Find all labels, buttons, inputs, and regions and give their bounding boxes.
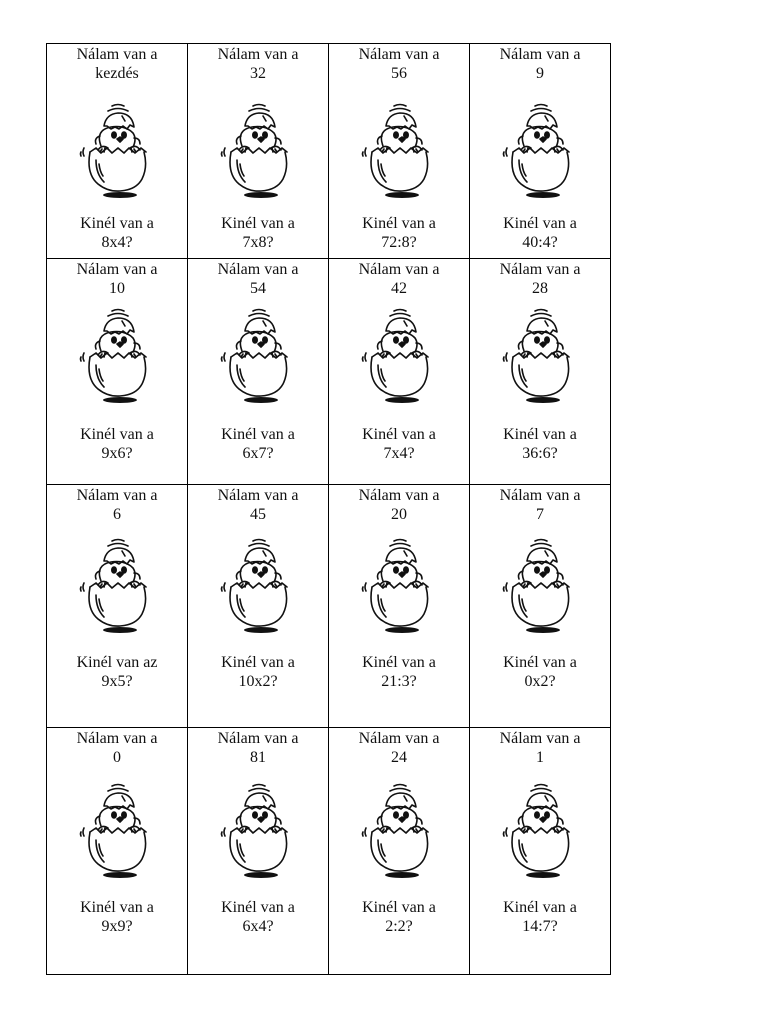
hatching-chick-egg-icon xyxy=(499,307,581,407)
hatching-chick-egg-icon xyxy=(358,102,440,202)
ask-value: 8x4? xyxy=(101,234,133,251)
ask-label: Kinél van a xyxy=(80,426,154,443)
have-text xyxy=(329,729,469,767)
ask-value: 2:2? xyxy=(385,918,413,935)
have-value: 7 xyxy=(536,506,544,523)
have-label: Nálam van a xyxy=(499,261,581,278)
hatching-chick-egg-icon xyxy=(76,537,158,637)
have-value: 24 xyxy=(391,749,407,766)
have-value: 0 xyxy=(113,749,121,766)
card xyxy=(47,485,188,728)
card xyxy=(329,728,470,975)
have-label: Nálam van a xyxy=(217,261,299,278)
ask-text xyxy=(47,214,187,252)
hatching-chick-egg-icon xyxy=(217,782,299,882)
card xyxy=(470,44,611,259)
have-text xyxy=(470,729,610,767)
have-text xyxy=(47,260,187,298)
have-label: Nálam van a xyxy=(358,46,440,63)
card-row xyxy=(47,259,611,485)
card-row xyxy=(47,728,611,975)
have-text xyxy=(188,260,328,298)
have-text xyxy=(329,260,469,298)
have-value: 32 xyxy=(250,65,266,82)
have-label: Nálam van a xyxy=(499,46,581,63)
have-value: 1 xyxy=(536,749,544,766)
have-value: 54 xyxy=(250,280,266,297)
domino-card-grid xyxy=(46,43,611,975)
have-label: Nálam van a xyxy=(217,487,299,504)
hatching-chick-egg-icon xyxy=(217,537,299,637)
hatching-chick-egg-icon xyxy=(499,537,581,637)
card xyxy=(329,485,470,728)
ask-label: Kinél van a xyxy=(80,215,154,232)
have-text xyxy=(188,729,328,767)
have-label: Nálam van a xyxy=(76,730,158,747)
have-value: 6 xyxy=(113,506,121,523)
card xyxy=(188,44,329,259)
have-label: Nálam van a xyxy=(217,730,299,747)
hatching-chick-egg-icon xyxy=(217,102,299,202)
have-text xyxy=(47,729,187,767)
ask-text xyxy=(470,653,610,691)
have-label: Nálam van a xyxy=(499,730,581,747)
ask-label: Kinél van a xyxy=(80,899,154,916)
ask-label: Kinél van a xyxy=(362,215,436,232)
have-text xyxy=(188,486,328,524)
ask-text xyxy=(47,898,187,936)
ask-label: Kinél van a xyxy=(221,899,295,916)
have-text xyxy=(188,45,328,83)
ask-text xyxy=(329,653,469,691)
ask-text xyxy=(188,653,328,691)
hatching-chick-egg-icon xyxy=(358,782,440,882)
ask-label: Kinél van a xyxy=(221,426,295,443)
have-value: 20 xyxy=(391,506,407,523)
card xyxy=(470,485,611,728)
have-label: Nálam van a xyxy=(76,487,158,504)
hatching-chick-egg-icon xyxy=(358,307,440,407)
ask-text xyxy=(329,214,469,252)
card xyxy=(188,728,329,975)
ask-text xyxy=(188,898,328,936)
hatching-chick-egg-icon xyxy=(358,537,440,637)
ask-value: 36:6? xyxy=(522,445,558,462)
have-text xyxy=(329,486,469,524)
ask-label: Kinél van a xyxy=(362,899,436,916)
ask-label: Kinél van a xyxy=(362,654,436,671)
card-row xyxy=(47,44,611,259)
hatching-chick-egg-icon xyxy=(217,307,299,407)
card xyxy=(47,259,188,485)
ask-value: 10x2? xyxy=(238,673,278,690)
ask-value: 7x8? xyxy=(242,234,274,251)
ask-value: 9x9? xyxy=(101,918,133,935)
have-value: 28 xyxy=(532,280,548,297)
ask-value: 21:3? xyxy=(381,673,417,690)
ask-label: Kinél van a xyxy=(362,426,436,443)
ask-text xyxy=(329,898,469,936)
have-label: Nálam van a xyxy=(358,730,440,747)
have-value: 9 xyxy=(536,65,544,82)
ask-text xyxy=(188,425,328,463)
have-label: Nálam van a xyxy=(76,261,158,278)
ask-value: 6x4? xyxy=(242,918,274,935)
have-value: 45 xyxy=(250,506,266,523)
have-label: Nálam van a xyxy=(499,487,581,504)
ask-value: 40:4? xyxy=(522,234,558,251)
card xyxy=(47,44,188,259)
ask-text xyxy=(329,425,469,463)
have-value: 56 xyxy=(391,65,407,82)
have-text xyxy=(470,260,610,298)
hatching-chick-egg-icon xyxy=(499,102,581,202)
ask-text xyxy=(188,214,328,252)
ask-text xyxy=(470,425,610,463)
ask-text xyxy=(47,653,187,691)
have-value: 10 xyxy=(109,280,125,297)
ask-label: Kinél van az xyxy=(76,654,158,671)
have-value: 81 xyxy=(250,749,266,766)
card xyxy=(470,728,611,975)
card xyxy=(188,485,329,728)
hatching-chick-egg-icon xyxy=(76,102,158,202)
have-text xyxy=(329,45,469,83)
ask-value: 7x4? xyxy=(383,445,415,462)
have-label: Nálam van a xyxy=(76,46,158,63)
hatching-chick-egg-icon xyxy=(499,782,581,882)
ask-value: 14:7? xyxy=(522,918,558,935)
ask-label: Kinél van a xyxy=(221,215,295,232)
have-label: Nálam van a xyxy=(358,487,440,504)
ask-value: 72:8? xyxy=(381,234,417,251)
ask-value: 0x2? xyxy=(524,673,556,690)
ask-value: 6x7? xyxy=(242,445,274,462)
ask-label: Kinél van a xyxy=(503,899,577,916)
have-value: kezdés xyxy=(95,65,139,82)
card xyxy=(329,259,470,485)
have-label: Nálam van a xyxy=(358,261,440,278)
have-text xyxy=(470,486,610,524)
card xyxy=(470,259,611,485)
card-row xyxy=(47,485,611,728)
hatching-chick-egg-icon xyxy=(76,782,158,882)
ask-text xyxy=(470,898,610,936)
ask-label: Kinél van a xyxy=(503,426,577,443)
have-label: Nálam van a xyxy=(217,46,299,63)
ask-label: Kinél van a xyxy=(221,654,295,671)
card xyxy=(47,728,188,975)
have-text xyxy=(47,45,187,83)
ask-value: 9x6? xyxy=(101,445,133,462)
have-text xyxy=(47,486,187,524)
ask-label: Kinél van a xyxy=(503,215,577,232)
have-text xyxy=(470,45,610,83)
hatching-chick-egg-icon xyxy=(76,307,158,407)
card xyxy=(329,44,470,259)
have-value: 42 xyxy=(391,280,407,297)
ask-label: Kinél van a xyxy=(503,654,577,671)
ask-text xyxy=(470,214,610,252)
ask-text xyxy=(47,425,187,463)
ask-value: 9x5? xyxy=(101,673,133,690)
card xyxy=(188,259,329,485)
